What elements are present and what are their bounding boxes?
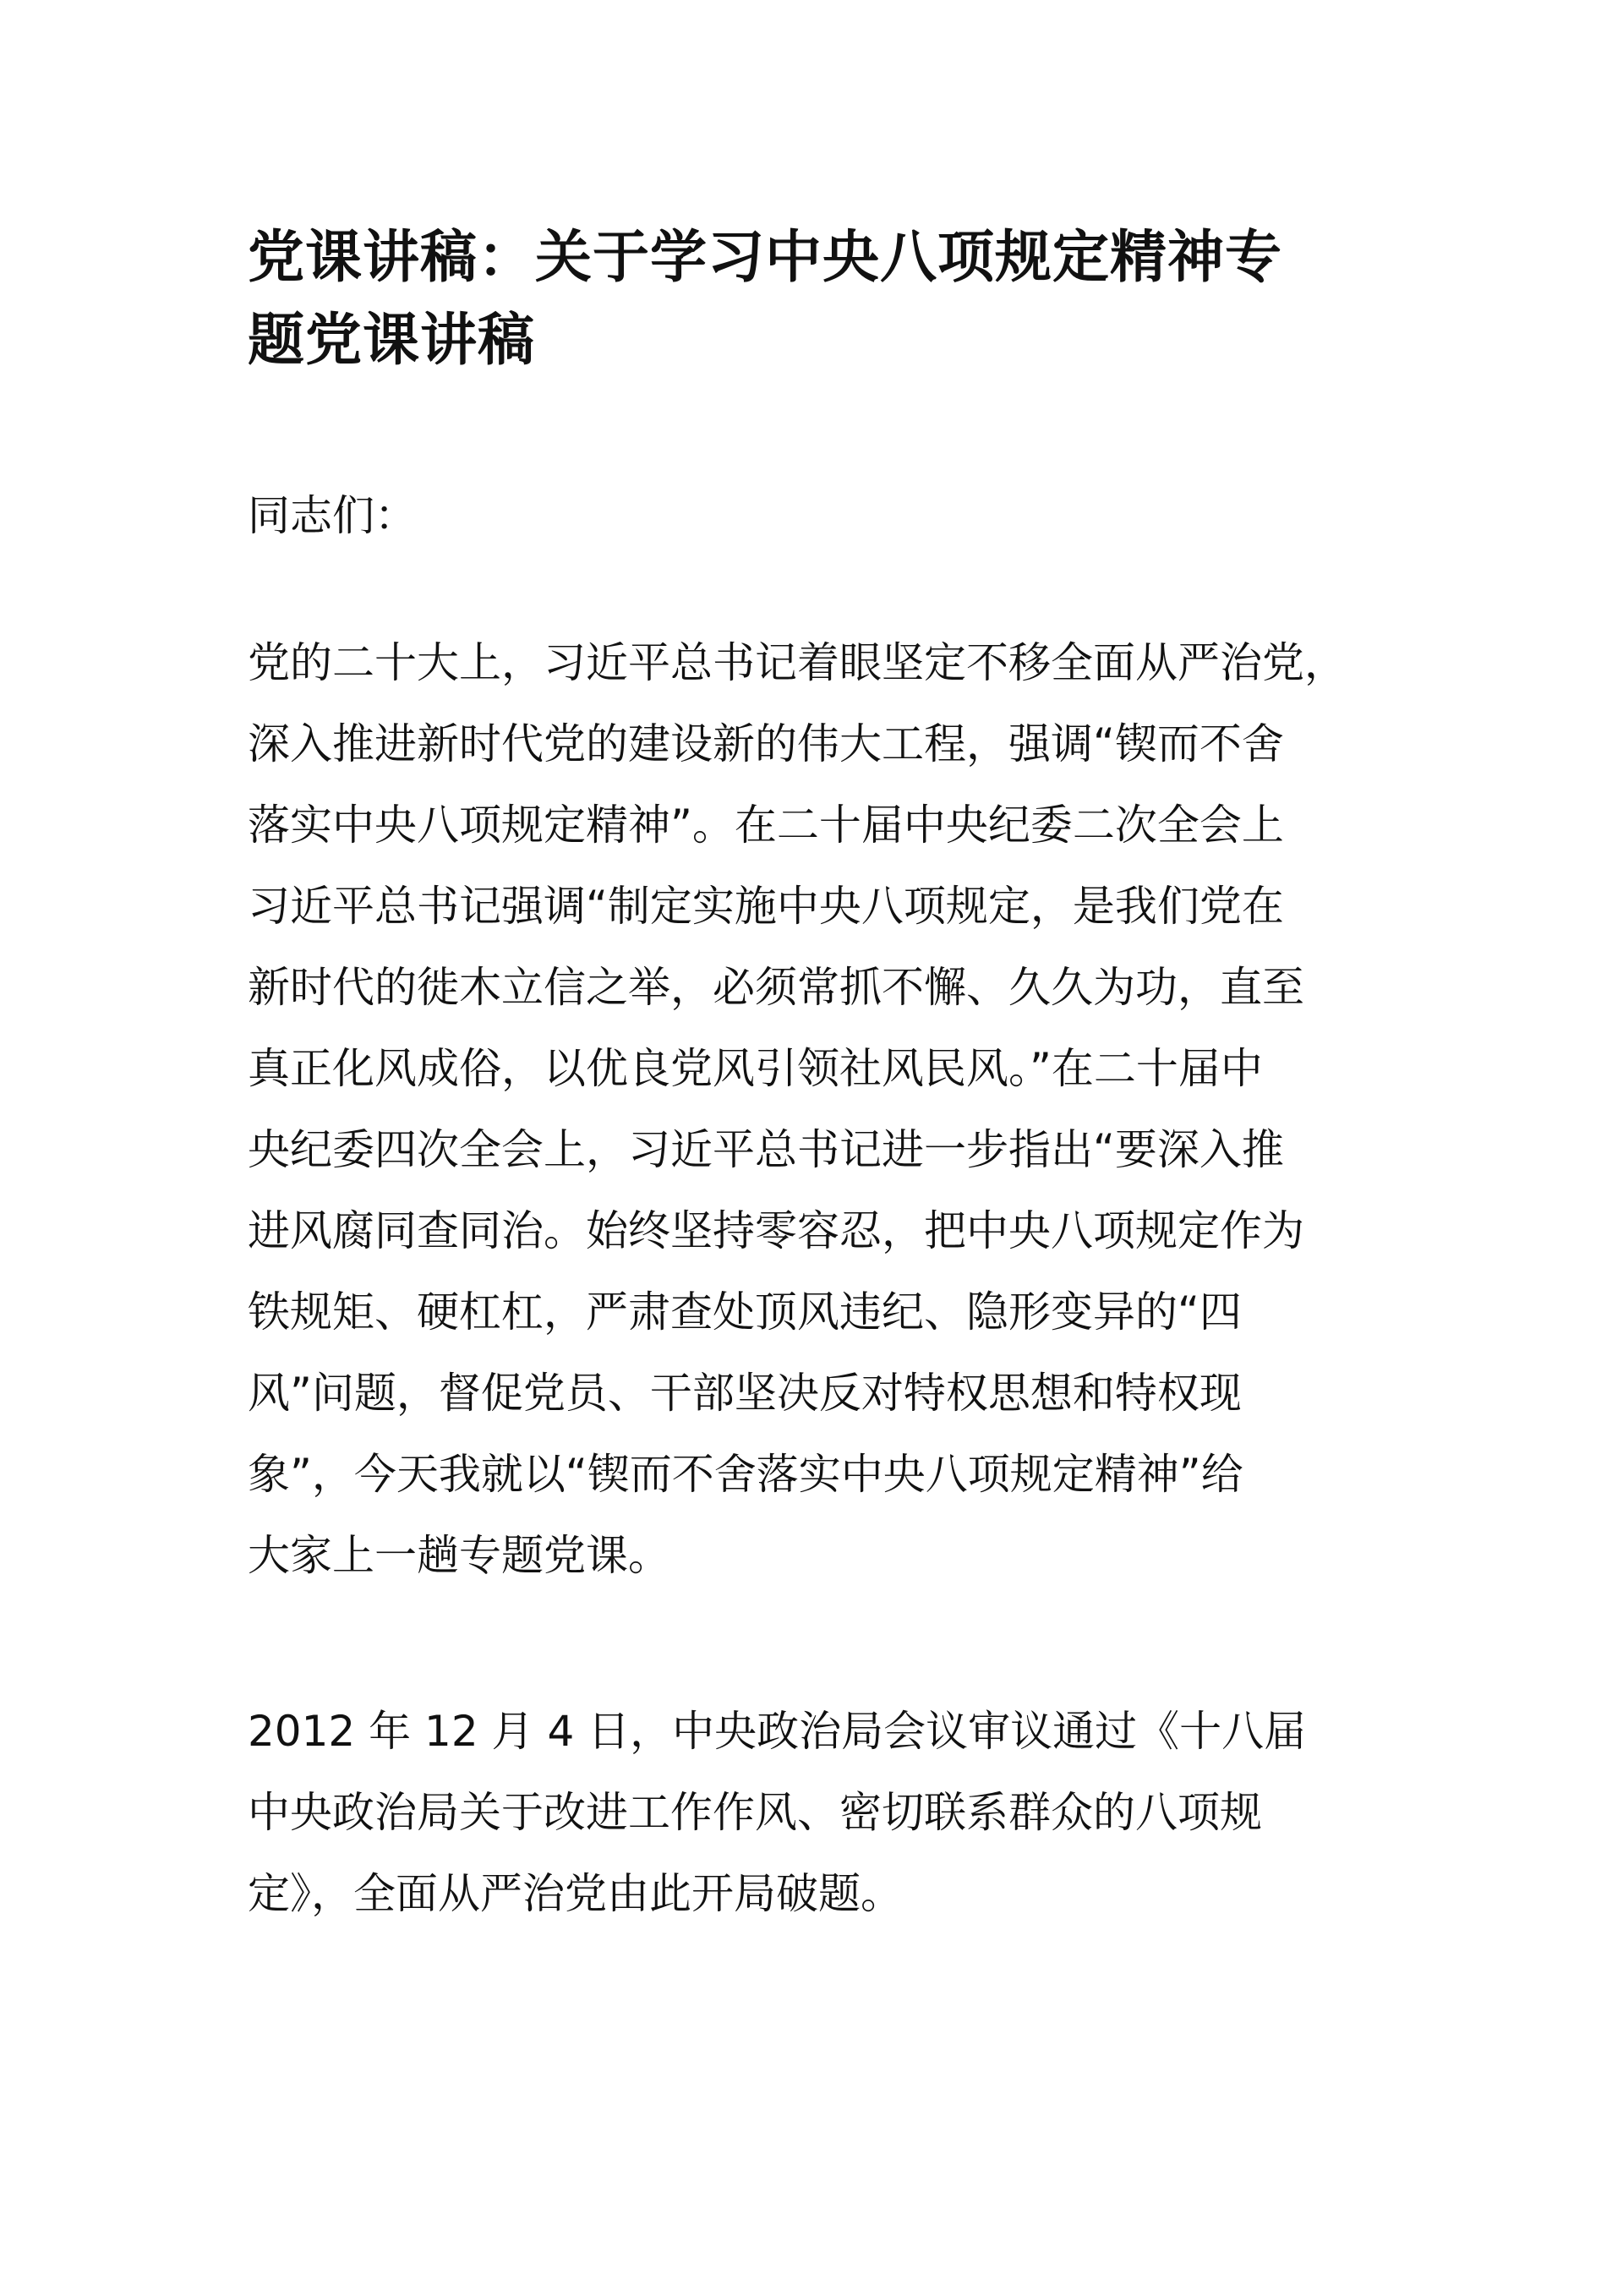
- title-line: 党课讲稿：关于学习中央八项规定精神专: [248, 224, 1282, 290]
- paragraph-line: 新时代的徙木立信之举，必须常抓不懈、久久为功，直至: [248, 963, 1304, 1012]
- document-title: [248, 216, 1380, 381]
- paragraph-2: [248, 1691, 1380, 1934]
- paragraph-line: 定》，全面从严治党由此开局破题。: [248, 1869, 903, 1918]
- paragraph-line: 风”问题，督促党员、干部坚决反对特权思想和特权现: [248, 1369, 1242, 1418]
- paragraph-line: 落实中央八项规定精神”。在二十届中央纪委二次全会上: [248, 801, 1284, 850]
- salutation-text: 同志们：: [248, 491, 417, 540]
- paragraph-line: 中央政治局关于改进工作作风、密切联系群众的八项规: [248, 1788, 1262, 1837]
- paragraph-1: [248, 622, 1380, 1596]
- paragraph-line: 2012 年 12 月 4 日，中央政治局会议审议通过《十八届: [248, 1707, 1307, 1756]
- paragraph-line: 象”，今天我就以“锲而不舍落实中央八项规定精神”给: [248, 1450, 1243, 1499]
- paragraph-line: 党的二十大上，习近平总书记着眼坚定不移全面从严治党，: [248, 638, 1347, 687]
- title-line: 题党课讲稿: [248, 307, 535, 373]
- paragraph-line: 进风腐同查同治。始终坚持零容忍，把中央八项规定作为: [248, 1206, 1304, 1255]
- paragraph-line: 铁规矩、硬杠杠，严肃查处顶风违纪、隐形变异的“四: [248, 1287, 1242, 1337]
- paragraph-line: 习近平总书记强调“制定实施中央八项规定，是我们党在: [248, 882, 1284, 931]
- paragraph-line: 真正化风成俗，以优良党风引领社风民风。”在二十届中: [248, 1044, 1263, 1093]
- paragraph-line: 大家上一趟专题党课。: [248, 1531, 670, 1580]
- salutation: [248, 475, 1380, 556]
- paragraph-line: 央纪委四次全会上，习近平总书记进一步指出“要深入推: [248, 1125, 1284, 1174]
- paragraph-line: 深入推进新时代党的建设新的伟大工程，强调“锲而不舍: [248, 719, 1284, 768]
